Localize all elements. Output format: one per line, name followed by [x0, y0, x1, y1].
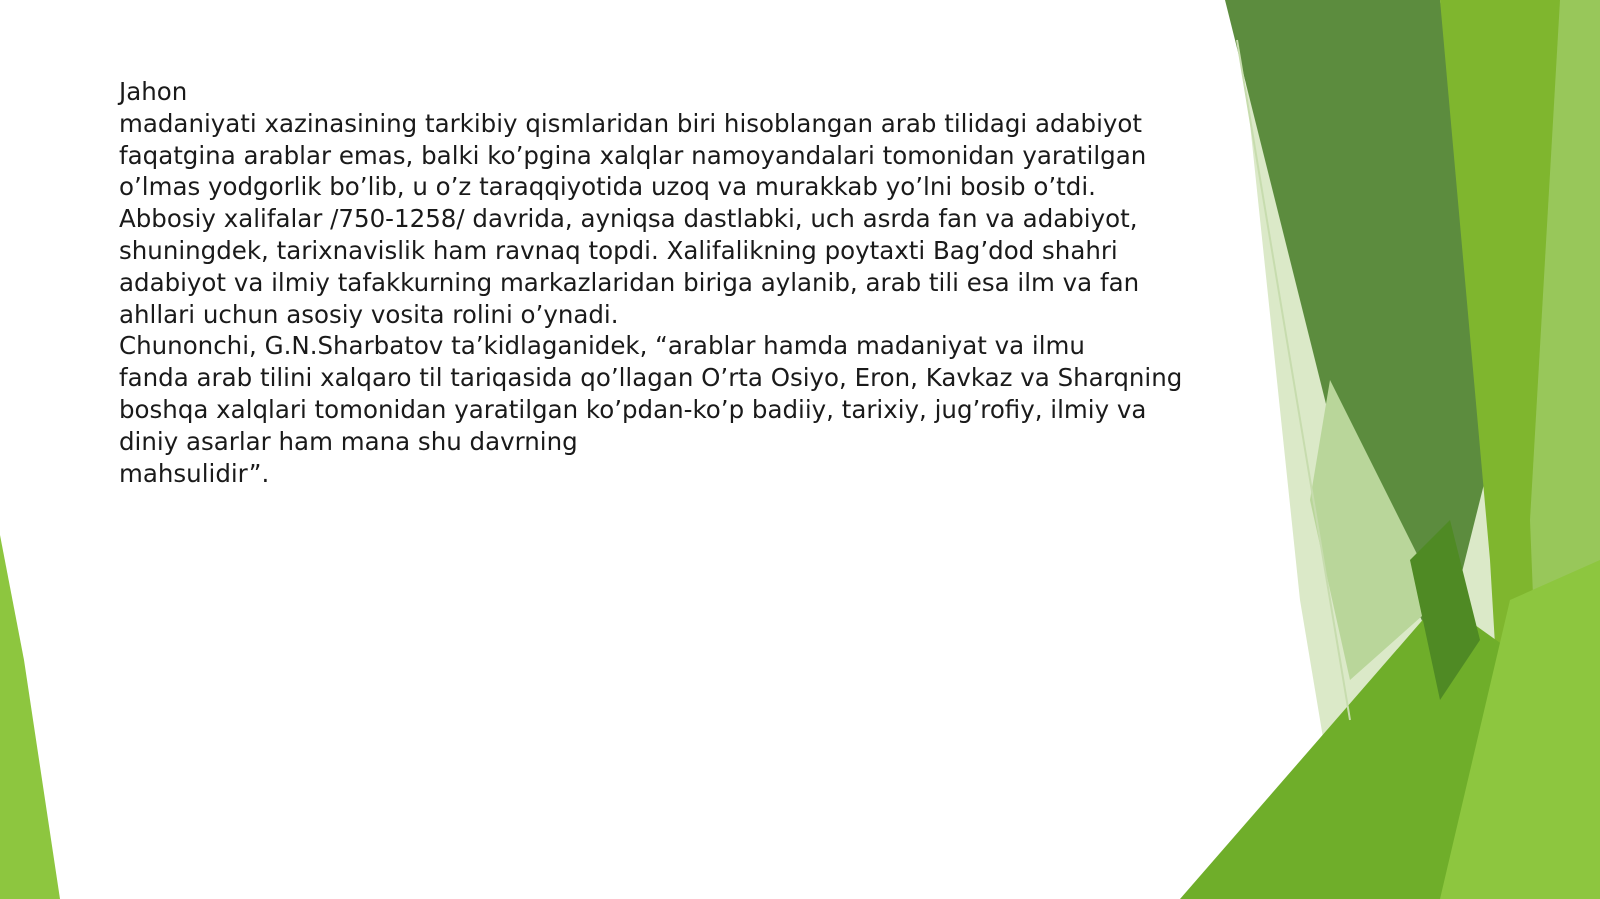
text-line: faqatgina arablar emas, balki ko’pgina xalqlar namoyandalari tomonidan yaratilgan [119, 140, 1147, 170]
text-line: fanda arab tilini xalqaro til tariqasida qo’llagan O’rta Osiyo, Eron, Kavkaz va Sharqning [119, 363, 1183, 393]
left-green-sliver [0, 535, 60, 899]
text-line: diniy asarlar ham mana shu davrning [119, 426, 578, 456]
text-line: mahsulidir”. [119, 458, 270, 488]
text-line: madaniyati xazinasining tarkibiy qismlaridan biri hisoblangan arab tilidagi adabiyot [119, 108, 1142, 138]
text-line: Jahon [119, 77, 188, 106]
slide-body-text [119, 76, 1199, 489]
text-line: boshqa xalqlari tomonidan yaratilgan ko’pdan-ko’p badiiy, tarixiy, jug’rofiy, ilmiy va [119, 394, 1147, 424]
text-line: Chunonchi, G.N.Sharbatov ta’kidlaganidek, “arablar hamda madaniyat va ilmu [119, 331, 1085, 361]
text-line: shuningdek, tarixnavislik ham ravnaq topdi. Xalifalikning poytaxti Bag’dod shahri [119, 235, 1118, 265]
text-line: adabiyot va ilmiy tafakkurning markazlaridan biriga aylanib, arab tili esa ilm va fan [119, 267, 1140, 297]
text-line: ahllari uchun asosiy vosita rolini o’ynadi. [119, 299, 619, 329]
text-line: o’lmas yodgorlik bo’lib, u o’z taraqqiyotida uzoq va murakkab yo’lni bosib o’tdi. [119, 172, 1096, 202]
text-line: Abbosiy xalifalar /750-1258/ davrida, ayniqsa dastlabki, uch asrda fan va adabiyot, [119, 204, 1138, 234]
